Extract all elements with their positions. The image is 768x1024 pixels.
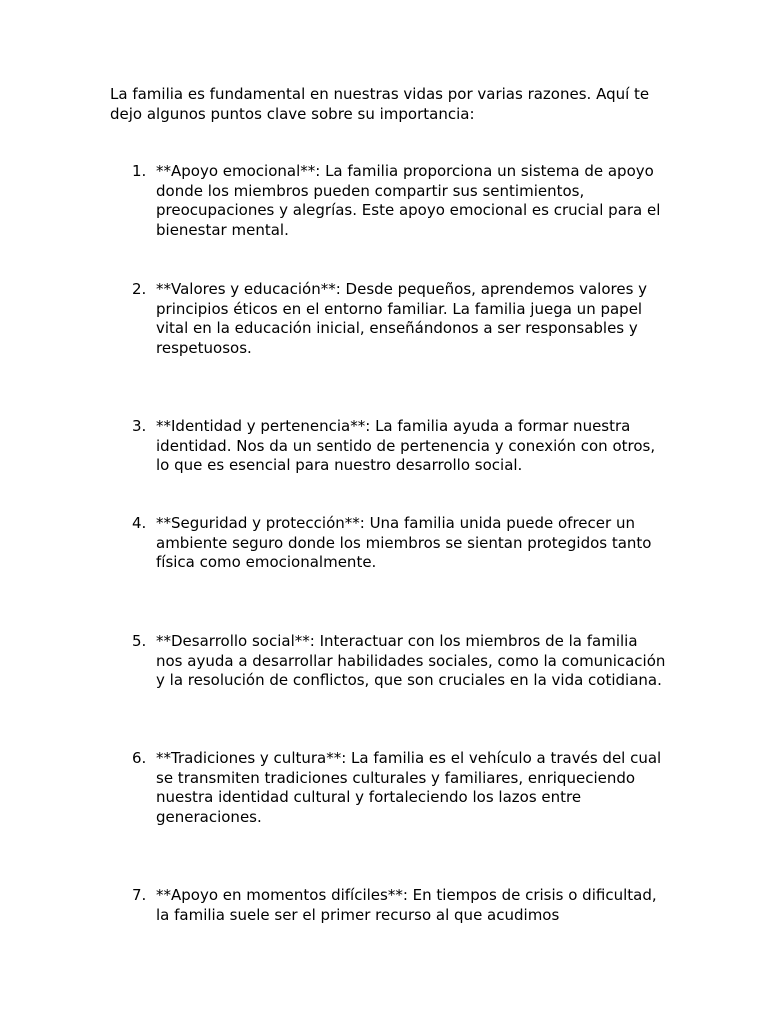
list-item [110, 886, 670, 925]
list-item [110, 280, 670, 358]
list-item-number: 7. [132, 886, 147, 904]
list-item-number: 6. [132, 749, 147, 767]
list-item-number: 3. [132, 417, 147, 435]
list-item-number: 2. [132, 280, 147, 298]
list-item [110, 514, 670, 573]
list-item-text: **Apoyo en momentos difíciles**: En tiempos de crisis o dificultad, la familia suele ser el primer recurso al que acudimos [156, 886, 657, 924]
intro-paragraph: La familia es fundamental en nuestras vidas por varias razones. Aquí te dejo algunos puntos clave sobre su importancia: [110, 85, 650, 123]
list-item-text: **Apoyo emocional**: La familia proporciona un sistema de apoyo donde los miembros pueden compartir sus sentimientos, preocupaciones y alegrías. Este apoyo emocional es crucial para el bienestar mental. [156, 162, 661, 239]
list-item-number: 5. [132, 632, 147, 650]
list-item-text: **Valores y educación**: Desde pequeños, aprendemos valores y principios éticos en el entorno familiar. La familia juega un papel vital en la educación inicial, enseñándonos a ser responsables y respetuosos. [156, 280, 648, 357]
list-item [110, 749, 670, 827]
list-item [110, 162, 670, 240]
list-item-text: **Seguridad y protección**: Una familia unida puede ofrecer un ambiente seguro donde los miembros se sientan protegidos tanto física como emocionalmente. [156, 514, 652, 572]
list-item [110, 632, 670, 691]
list-item [110, 417, 670, 476]
list-item-text: **Identidad y pertenencia**: La familia ayuda a formar nuestra identidad. Nos da un sentido de pertenencia y conexión con otros, lo que es esencial para nuestro desarrollo social. [156, 417, 656, 475]
list-item-number: 1. [132, 162, 147, 180]
list-item-number: 4. [132, 514, 147, 532]
list-item-text: **Tradiciones y cultura**: La familia es el vehículo a través del cual se transmiten tradiciones culturales y familiares, enriqueciendo nuestra identidad cultural y fortaleciendo los lazos entre generaciones. [156, 749, 662, 826]
list-item-text: **Desarrollo social**: Interactuar con los miembros de la familia nos ayuda a desarrollar habilidades sociales, como la comunicación y la resolución de conflictos, que son cruciales en la vida cotidiana. [156, 632, 666, 690]
